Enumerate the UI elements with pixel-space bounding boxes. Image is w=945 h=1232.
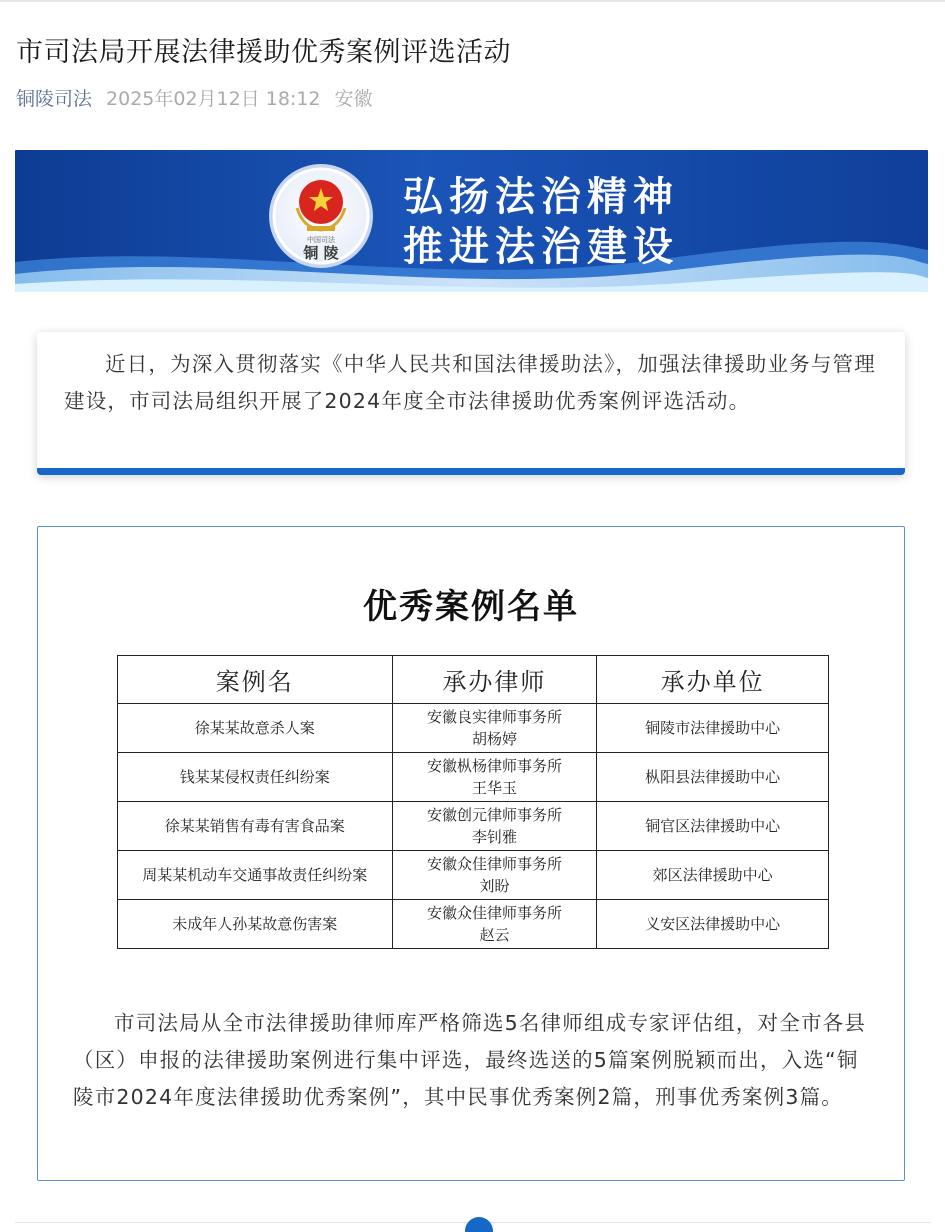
header-lawyer: 承办律师 [392,656,597,704]
unit-cell: 义安区法律援助中心 [597,900,829,949]
case-table-header-row [118,656,829,704]
unit-cell: 铜陵市法律援助中心 [597,704,829,753]
article-source-link[interactable]: 铜陵司法 [16,88,93,110]
article-meta [16,84,373,111]
article-location: 安徽 [334,88,373,110]
table-row [118,704,829,753]
case-table [117,655,829,949]
case-name-cell: 周某某机动车交通事故责任纠纷案 [118,851,393,900]
firm-name: 安徽枞杨律师事务所 [426,757,562,775]
case-name-cell: 未成年人孙某故意伤害案 [118,900,393,949]
unit-cell: 枞阳县法律援助中心 [597,753,829,802]
header-unit: 承办单位 [597,656,829,704]
unit-cell: 铜官区法律援助中心 [597,802,829,851]
firm-name: 安徽创元律师事务所 [426,806,562,824]
firm-name: 安徽众佳律师事务所 [426,855,562,873]
unit-cell: 郊区法律援助中心 [597,851,829,900]
case-name-cell: 钱某某侵权责任纠纷案 [118,753,393,802]
banner-image [15,150,928,292]
intro-paragraph: 近日，为深入贯彻落实《中华人民共和国法律援助法》，加强法律援助业务与管理建设，市司法局组织开展了2024年度全市法律援助优秀案例评选活动。 [64,352,876,413]
firm-name: 安徽众佳律师事务所 [426,904,562,922]
lawyer-name: 刘盼 [479,877,510,895]
lawyer-cell [392,704,597,753]
top-divider [0,0,945,2]
lawyer-name: 王华玉 [471,779,517,797]
article-datetime: 2025年02月12日 18:12 [106,88,321,110]
emblem-small-label: 中国司法 [307,236,335,244]
banner-slogan-line1: 弘扬法治精神 [403,174,679,220]
banner-slogan-line2: 推进法治建设 [403,224,679,270]
table-row [118,851,829,900]
table-row [118,802,829,851]
lawyer-name: 李钊雅 [471,828,517,846]
lawyer-cell [392,900,597,949]
firm-name: 安徽良实律师事务所 [426,708,562,726]
summary-paragraph: 市司法局从全市法律援助律师库严格筛选5名律师组成专家评估组，对全市各县（区）申报的法律援助案例进行集中评选，最终选送的5篇案例脱颖而出，入选“铜陵市2024年度法律援助优秀案例”，其中民事优秀案例2篇，刑事优秀案例3篇。 [73,1011,867,1109]
case-name-cell: 徐某某销售有毒有害食品案 [118,802,393,851]
lawyer-cell [392,753,597,802]
case-list-title: 优秀案例名单 [363,587,579,627]
case-list-card [37,526,905,1181]
emblem-city-label: 铜 陵 [303,244,339,262]
case-name-cell: 徐某某故意杀人案 [118,704,393,753]
lawyer-cell [392,851,597,900]
table-row [118,900,829,949]
section-marker-dot [465,1217,493,1232]
intro-card [37,332,905,475]
header-case-name: 案例名 [118,656,393,704]
table-row [118,753,829,802]
lawyer-cell [392,802,597,851]
article-title: 市司法局开展法律援助优秀案例评选活动 [16,37,511,68]
lawyer-name: 赵云 [479,926,510,944]
banner-slogan [403,172,679,272]
lawyer-name: 胡杨婷 [471,730,517,748]
